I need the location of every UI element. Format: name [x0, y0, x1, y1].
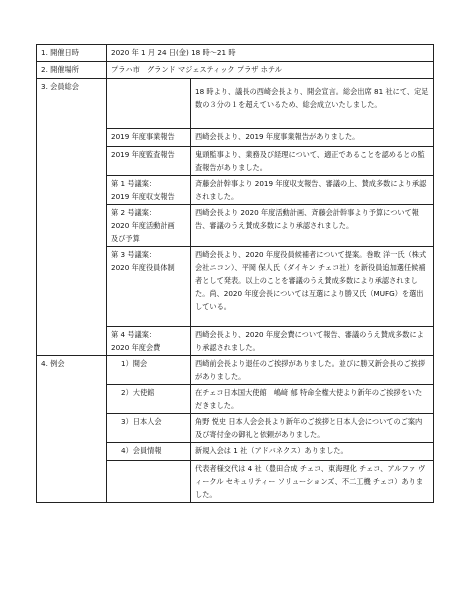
table-row: [37, 62, 434, 79]
sub-label-agenda-4: 第 4 号議案： 2020 年度会費: [107, 327, 191, 356]
agenda-4-text: 西崎会長より、2020 年度会費について報告、審議のうえ賛成多数により承認されました。: [191, 327, 434, 356]
agenda-3-text: 西崎会長より、2020 年度役員候補者について提案。巻畋 洋一氏（株式会社ニコン）、平岡 保人氏（ダイキン チェコ社）を新役員追加選任候補者として発表。以上のことを審議のうえ賛成多数により承認されました。尚、2020 年度会長については互選により勝又氏（MUFG）を選出している。: [191, 247, 434, 327]
sub-label-agenda-1: 第 1 号議案： 2019 年度収支報告: [107, 176, 191, 205]
sub-label-japanese-association: 3）日本人会: [107, 414, 191, 443]
venue-value: プラハ市 グランド マジェスティック プラザ ホテル: [107, 62, 434, 79]
datetime-value: 2020 年 1 月 24 日(金) 18 時～21 時: [107, 45, 434, 62]
section-label-venue: 2. 開催場所: [37, 62, 107, 79]
sub-label-blank-2: [107, 461, 191, 503]
agenda-1-text: 斉藤会計幹事より 2019 年度収支報告、審議の上、賛成多数により承認されました。: [191, 176, 434, 205]
opening-text: 西崎前会長より退任のご挨拶がありました。並びに勝又新会長のご挨拶がありました。: [191, 356, 434, 385]
sub-label-member-info: 4）会員情報: [107, 443, 191, 461]
table-row: [37, 356, 434, 385]
sub-label-embassy: 2）大使館: [107, 385, 191, 414]
minutes-table: [36, 44, 434, 503]
table-row: [37, 79, 434, 129]
section-label-regular-meeting: 4. 例会: [37, 356, 107, 503]
audit-report-text: 鬼頭監事より、業務及び経理について、適正であることを認めるとの監査報告がありました。: [191, 147, 434, 176]
embassy-text: 在チェコ日本国大使館 嶋﨑 郁 特命全権大使より新年のご挨拶をいただきました。: [191, 385, 434, 414]
representative-change-text: 代表者様交代は 4 社（豊田合成 チェコ、東海理化 チェコ、アルファ ヴィークル セキュリティー ソリューションズ、不二工機 チェコ）ありました。: [191, 461, 434, 503]
agenda-2-text: 西崎会長より 2020 年度活動計画、斉藤会計幹事より予算について報告、審議のうえ賛成多数により承認されました。: [191, 205, 434, 247]
new-members-text: 新規入会は 1 社（アドバネクス）ありました。: [191, 443, 434, 461]
sub-label-agenda-2: 第 2 号議案： 2020 年度活動計画 及び予算: [107, 205, 191, 247]
general-meeting-opening: 18 時より、議長の西崎会長より、開会宣言。総会出席 81 社にて、定足数の３分の１を超えているため、総会成立いたしました。: [191, 79, 434, 129]
sub-label-business-report: 2019 年度事業報告: [107, 129, 191, 147]
minutes-page: [36, 44, 433, 503]
sub-label-agenda-3: 第 3 号議案： 2020 年度役員体制: [107, 247, 191, 327]
section-label-datetime: 1. 開催日時: [37, 45, 107, 62]
sub-label-blank: [107, 79, 191, 129]
section-label-general-meeting: 3. 会員総会: [37, 79, 107, 356]
table-row: [37, 45, 434, 62]
sub-label-audit-report: 2019 年度監査報告: [107, 147, 191, 176]
business-report-text: 西崎会長より、2019 年度事業報告がありました。: [191, 129, 434, 147]
sub-label-opening: 1）開会: [107, 356, 191, 385]
japanese-association-text: 角野 悦史 日本人会会長より新年のご挨拶と日本人会についてのご案内及び寄付金の御礼と依頼がありました。: [191, 414, 434, 443]
